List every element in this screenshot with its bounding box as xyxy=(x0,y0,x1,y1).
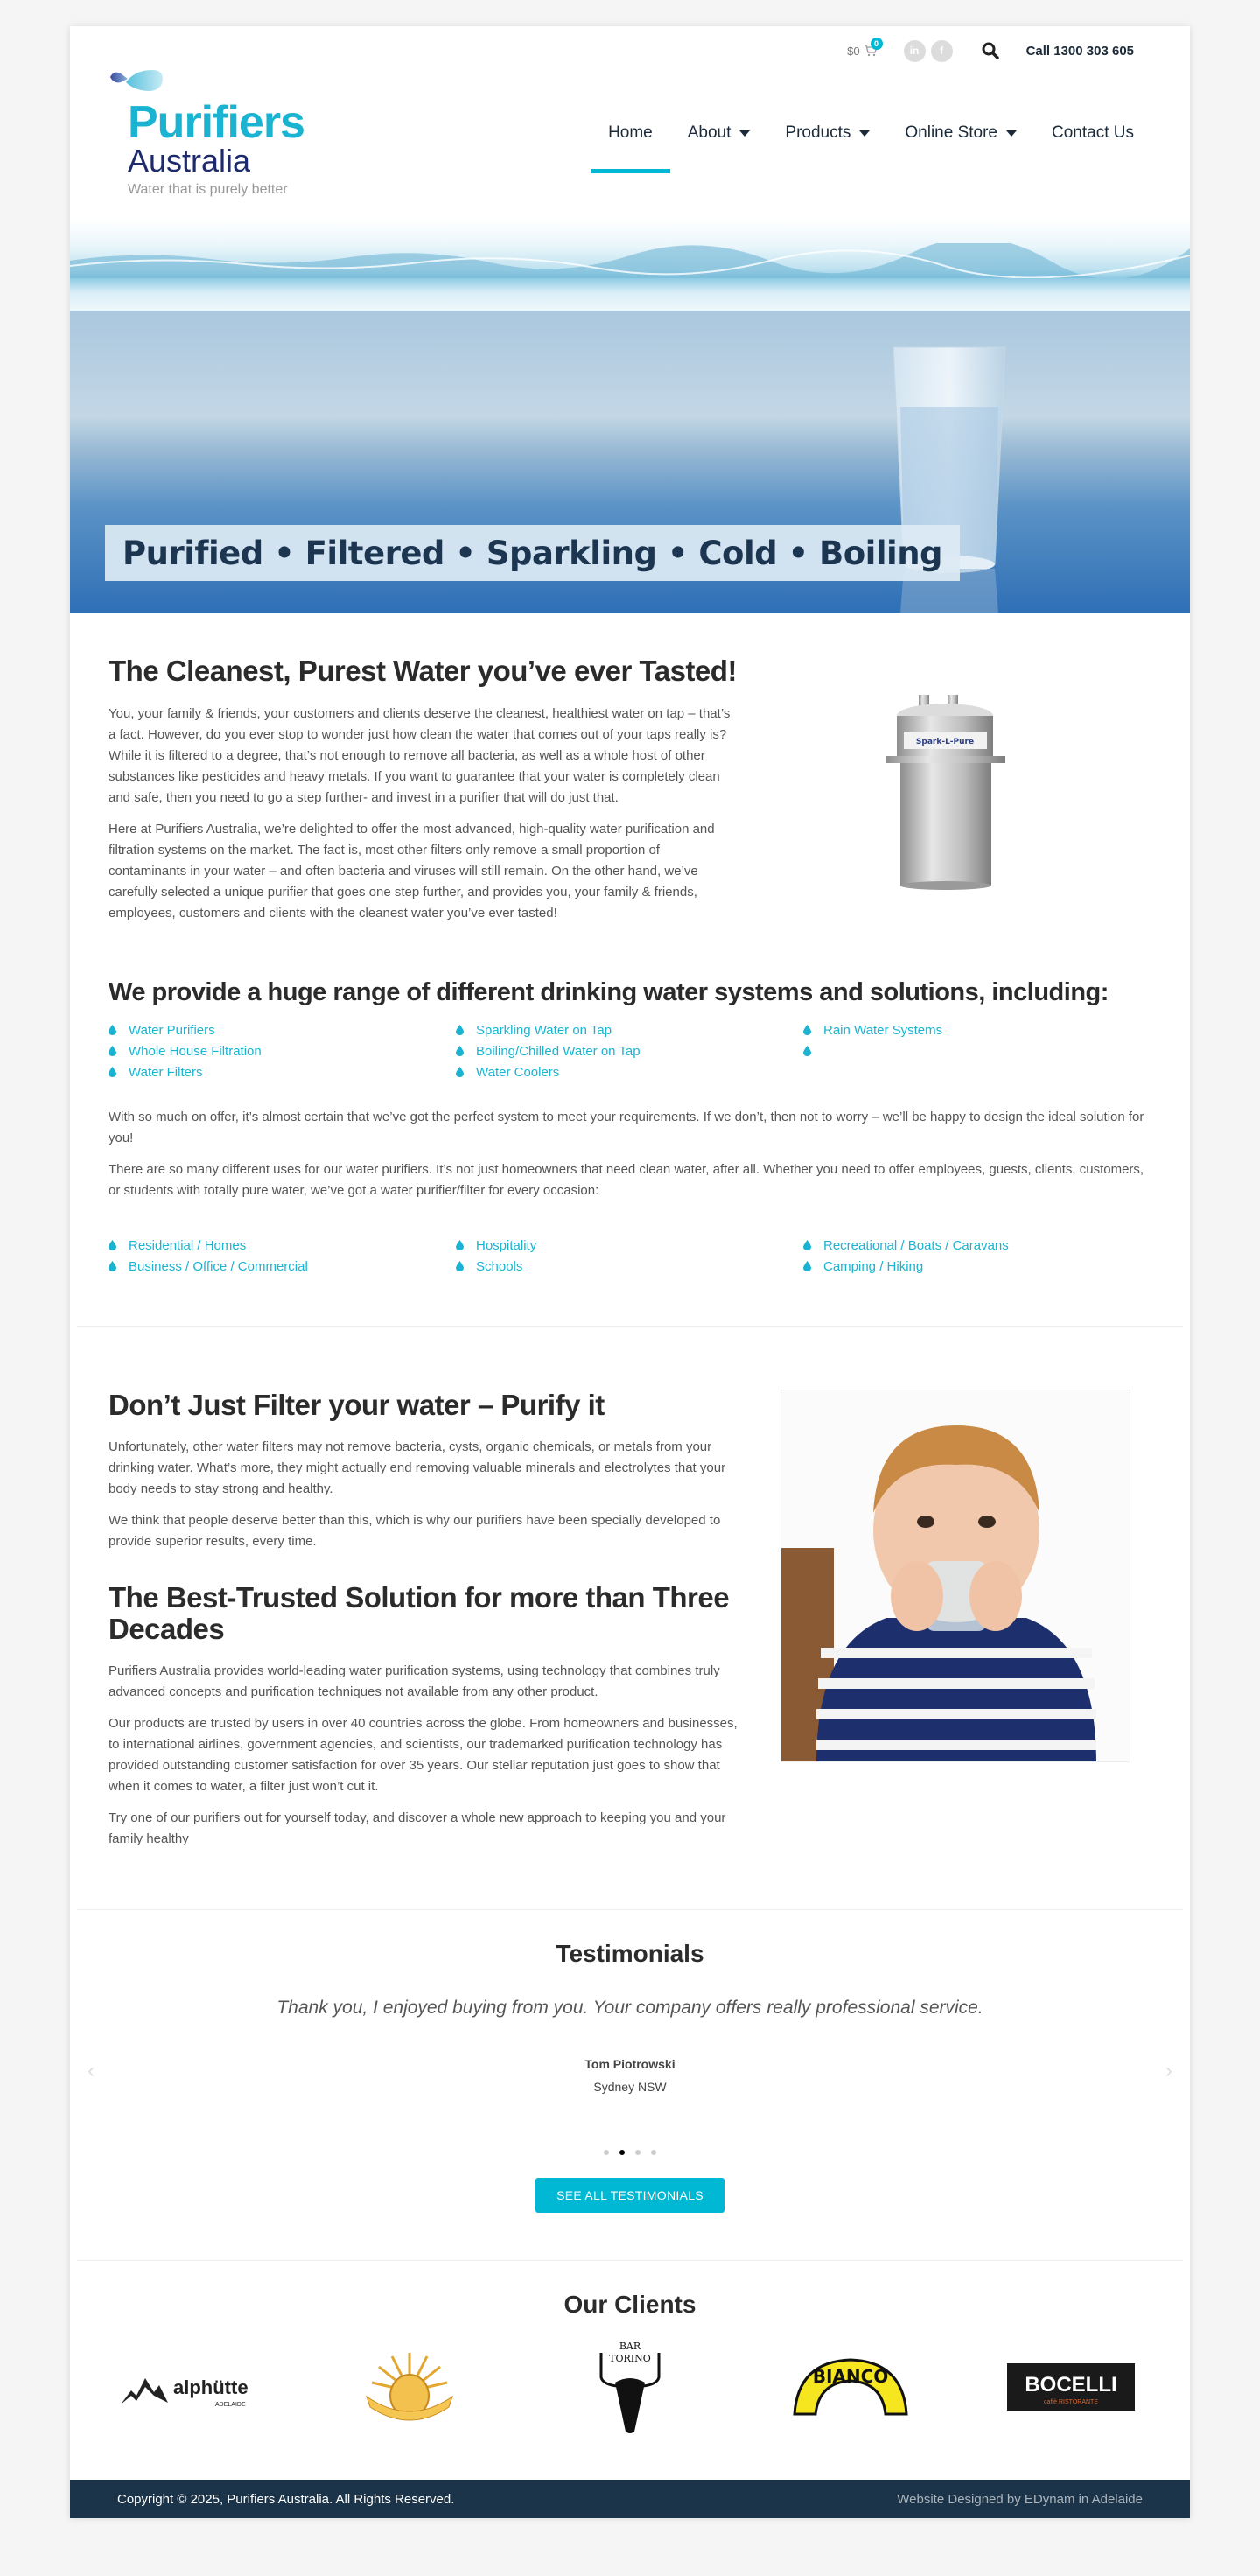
list-item-label: Schools xyxy=(476,1258,523,1274)
social-links xyxy=(904,40,953,62)
list-item-label: Residential / Homes xyxy=(129,1237,247,1253)
copyright-text: Copyright © 2025, Purifiers Australia. All Rights Reserved. xyxy=(117,2491,455,2507)
caret-down-icon xyxy=(859,130,870,136)
page xyxy=(70,26,1190,2518)
water-drop-icon xyxy=(108,1025,116,1035)
list-item-label: Water Purifiers xyxy=(129,1022,215,1038)
chevron-left-icon[interactable]: ‹ xyxy=(88,2059,94,2082)
cart-button[interactable] xyxy=(847,38,879,58)
svg-text:alphütte: alphütte xyxy=(173,2376,248,2398)
list-item[interactable] xyxy=(456,1042,803,1060)
carousel-dot-2[interactable] xyxy=(620,2150,625,2155)
water-splash-banner xyxy=(70,219,1190,311)
testimonial-quote: Thank you, I enjoyed buying from you. Your company offers really professional service. xyxy=(276,1998,984,2018)
svg-text:BOCELLI: BOCELLI xyxy=(1025,2373,1117,2397)
intro-heading: The Cleanest, Purest Water you’ve ever Tasted! xyxy=(108,654,737,687)
cart-total: $0 xyxy=(847,44,860,58)
list-item-label: Recreational / Boats / Caravans xyxy=(823,1237,1009,1253)
hero-banner xyxy=(70,311,1190,612)
top-bar xyxy=(847,38,1134,63)
svg-text:BAR: BAR xyxy=(619,2341,641,2352)
nav-about[interactable] xyxy=(670,119,768,147)
testimonial-location: Sydney NSW xyxy=(593,2080,667,2094)
list-item-label: Water Filters xyxy=(129,1064,203,1080)
svg-text:TORINO: TORINO xyxy=(609,2353,651,2364)
site-header xyxy=(70,26,1190,219)
clients-heading: Our Clients xyxy=(564,2291,696,2318)
carousel-dot-4[interactable] xyxy=(651,2150,656,2155)
list-item[interactable] xyxy=(108,1257,456,1275)
list-item-label: Whole House Filtration xyxy=(129,1043,262,1059)
purify-paragraph: Unfortunately, other water filters may not remove bacteria, cysts, organic chemicals, or metals from your drinking water. What’s more, they might actually end removing valuable minerals and electrolytes that your body needs to stay strong and healthy. xyxy=(108,1439,726,1496)
caret-down-icon xyxy=(1006,130,1017,136)
purify-text xyxy=(108,1390,747,1860)
clients-section xyxy=(70,2261,1190,2480)
water-drop-icon xyxy=(108,1067,116,1077)
testimonials-heading: Testimonials xyxy=(556,1940,704,1967)
intro-section xyxy=(70,612,1190,934)
water-drop-icon xyxy=(803,1025,811,1035)
intro-paragraph: You, your family & friends, your customers and clients deserve the cleanest, healthiest water on tap – that’s a fact. However, do you ever stop to wonder just how clean the water that comes out of your taps really is? While it is filtered to a degree, that’s not enough to remove all bacteria, as well as a whole host of other substances like pesticides and heavy metals. If you want to guarantee that your water is completely clean and safe, then you need to go a step further- and invest in a purifier that will do just that. xyxy=(108,706,731,805)
list-item-label: Boiling/Chilled Water on Tap xyxy=(476,1043,640,1059)
water-drop-icon xyxy=(456,1025,464,1035)
caret-down-icon xyxy=(739,130,750,136)
range-section xyxy=(70,934,1190,1326)
nav-online-store[interactable] xyxy=(887,119,1034,147)
see-all-testimonials-button[interactable]: SEE ALL TESTIMONIALS xyxy=(536,2178,724,2213)
water-drop-icon xyxy=(456,1046,464,1056)
cart-count-badge: 0 xyxy=(871,38,883,50)
range-paragraph: There are so many different uses for our water purifiers. It’s not just homeowners that need clean water, after all. Whether you need to offer employees, guests, clients, customers, or students with totally pure water, we’ve got a water purifier/filter for every occasion: xyxy=(108,1162,1144,1198)
nav-about-label: About xyxy=(687,123,732,142)
list-item[interactable] xyxy=(108,1021,456,1039)
carousel-dots xyxy=(70,2150,1190,2155)
client-logo-bar-torino xyxy=(560,2343,700,2431)
child-drinking-water-image xyxy=(780,1390,1130,1762)
svg-text:caffè RISTORANTE: caffè RISTORANTE xyxy=(1044,2399,1098,2405)
water-drop-icon xyxy=(108,1261,116,1271)
nav-home[interactable] xyxy=(591,119,670,147)
purifier-canister-icon xyxy=(879,690,1011,891)
purifier-product-image xyxy=(738,654,1152,934)
client-logo-bocelli xyxy=(1001,2343,1141,2431)
nav-products[interactable] xyxy=(767,119,887,147)
intro-paragraph: Here at Purifiers Australia, we’re delighted to offer the most advanced, high-quality water purification and filtration systems on the market. The fact is, most other filters only remove a small proportion of contaminants in your water – and often bacteria and viruses will still remain. On the other hand, we’ve carefully selected a unique purifier that goes one step further, and provides you, your family & friends, employees, customers and clients with the cleanest water you’ve ever tasted! xyxy=(108,822,715,920)
facebook-icon[interactable]: f xyxy=(931,40,953,62)
purify-paragraph: We think that people deserve better than this, which is why our purifiers have been specially developed to provide superior results, every time. xyxy=(108,1513,721,1549)
svg-text:Spark-L-Pure: Spark-L-Pure xyxy=(915,738,975,746)
list-item-label: Hospitality xyxy=(476,1237,537,1253)
list-item-label: Business / Office / Commercial xyxy=(129,1258,308,1274)
chevron-right-icon[interactable]: › xyxy=(1166,2059,1172,2082)
intro-text xyxy=(108,654,738,934)
testimonial-author: Tom Piotrowski xyxy=(584,2057,676,2071)
list-item[interactable] xyxy=(108,1042,456,1060)
client-logo-bianco xyxy=(780,2343,920,2431)
list-item[interactable] xyxy=(803,1021,1151,1039)
hero-tagline-banner: Purified • Filtered • Sparkling • Cold • Boiling xyxy=(105,525,960,581)
nav-products-label: Products xyxy=(785,123,851,142)
carousel-dot-1[interactable] xyxy=(604,2150,609,2155)
list-item xyxy=(803,1042,1151,1060)
list-item-label: Camping / Hiking xyxy=(823,1258,924,1274)
nav-contact-us-label: Contact Us xyxy=(1052,123,1134,142)
water-drop-icon xyxy=(803,1240,811,1250)
site-logo[interactable] xyxy=(108,61,318,197)
water-drop-icon xyxy=(108,1046,116,1056)
list-item[interactable] xyxy=(456,1063,803,1081)
main-nav xyxy=(591,119,1134,147)
list-item[interactable] xyxy=(456,1257,803,1275)
range-paragraph: With so much on offer, it’s almost certain that we’ve got the perfect system to meet your requirements. If we don’t, then not to worry – we’ll be happy to design the ideal solution for you! xyxy=(108,1110,1144,1145)
list-item-label: Rain Water Systems xyxy=(823,1022,943,1038)
logo-brand-country: Australia xyxy=(128,143,251,178)
client-logos xyxy=(70,2343,1190,2431)
systems-list xyxy=(108,1021,1152,1081)
list-item[interactable] xyxy=(803,1257,1151,1275)
carousel-dot-3[interactable] xyxy=(635,2150,640,2155)
svg-text:ADELAIDE: ADELAIDE xyxy=(215,2402,246,2408)
logo-tagline: Water that is purely better xyxy=(128,182,288,197)
nav-contact-us[interactable] xyxy=(1034,119,1134,147)
water-drop-icon xyxy=(108,1240,116,1250)
client-logo-australian-army xyxy=(340,2343,480,2431)
uses-list xyxy=(108,1212,1152,1326)
water-drop-icon xyxy=(456,1067,464,1077)
water-drops-logo-icon xyxy=(108,66,187,102)
child-photo-illustration xyxy=(781,1390,1130,1762)
purify-section xyxy=(70,1326,1190,1909)
phone-number-link[interactable]: Call 1300 303 605 xyxy=(1026,43,1134,59)
trusted-heading: The Best-Trusted Solution for more than Three Decades xyxy=(108,1581,730,1645)
linkedin-icon[interactable]: in xyxy=(904,40,926,62)
testimonials-section xyxy=(70,1910,1190,2260)
list-item[interactable] xyxy=(108,1063,456,1081)
list-item[interactable] xyxy=(456,1236,803,1254)
search-icon[interactable] xyxy=(981,41,1000,60)
designer-credit-link[interactable]: Website Designed by EDynam in Adelaide xyxy=(897,2491,1143,2507)
nav-home-label: Home xyxy=(608,123,653,142)
purify-heading: Don’t Just Filter your water – Purify it xyxy=(108,1389,605,1421)
list-item[interactable] xyxy=(108,1236,456,1254)
range-paragraphs xyxy=(108,1081,1152,1201)
list-item-label: Sparkling Water on Tap xyxy=(476,1022,612,1038)
site-footer xyxy=(70,2480,1190,2518)
list-item[interactable] xyxy=(456,1021,803,1039)
water-drop-icon xyxy=(456,1240,464,1250)
nav-online-store-label: Online Store xyxy=(905,123,998,142)
water-drop-icon xyxy=(456,1261,464,1271)
list-item[interactable] xyxy=(803,1236,1151,1254)
range-heading: We provide a huge range of different drinking water systems and solutions, including: xyxy=(108,978,1109,1006)
water-drop-icon xyxy=(803,1046,811,1056)
svg-text:BIANCO: BIANCO xyxy=(812,2366,889,2387)
logo-brand-name: Purifiers xyxy=(128,97,304,148)
trusted-paragraph: Purifiers Australia provides world-leading water purification systems, using technology that combines truly advanced concepts and purification techniques not available from any other product. xyxy=(108,1663,720,1699)
water-wave-graphic xyxy=(70,243,1190,278)
client-logo-alphutte xyxy=(119,2343,259,2431)
trusted-paragraph: Our products are trusted by users in over 40 countries across the globe. From homeowners and businesses, to international airlines, government agencies, and scientists, our trademarked purification technology has provided outstanding customer satisfaction for over 35 years. Our stellar reputation just goes to show that when it comes to water, a filter just won’t cut it. xyxy=(108,1716,738,1794)
water-drop-icon xyxy=(803,1261,811,1271)
trusted-paragraph: Try one of our purifiers out for yourself today, and discover a whole new approach to keeping you and your family healthy xyxy=(108,1810,726,1846)
list-item-label: Water Coolers xyxy=(476,1064,560,1080)
